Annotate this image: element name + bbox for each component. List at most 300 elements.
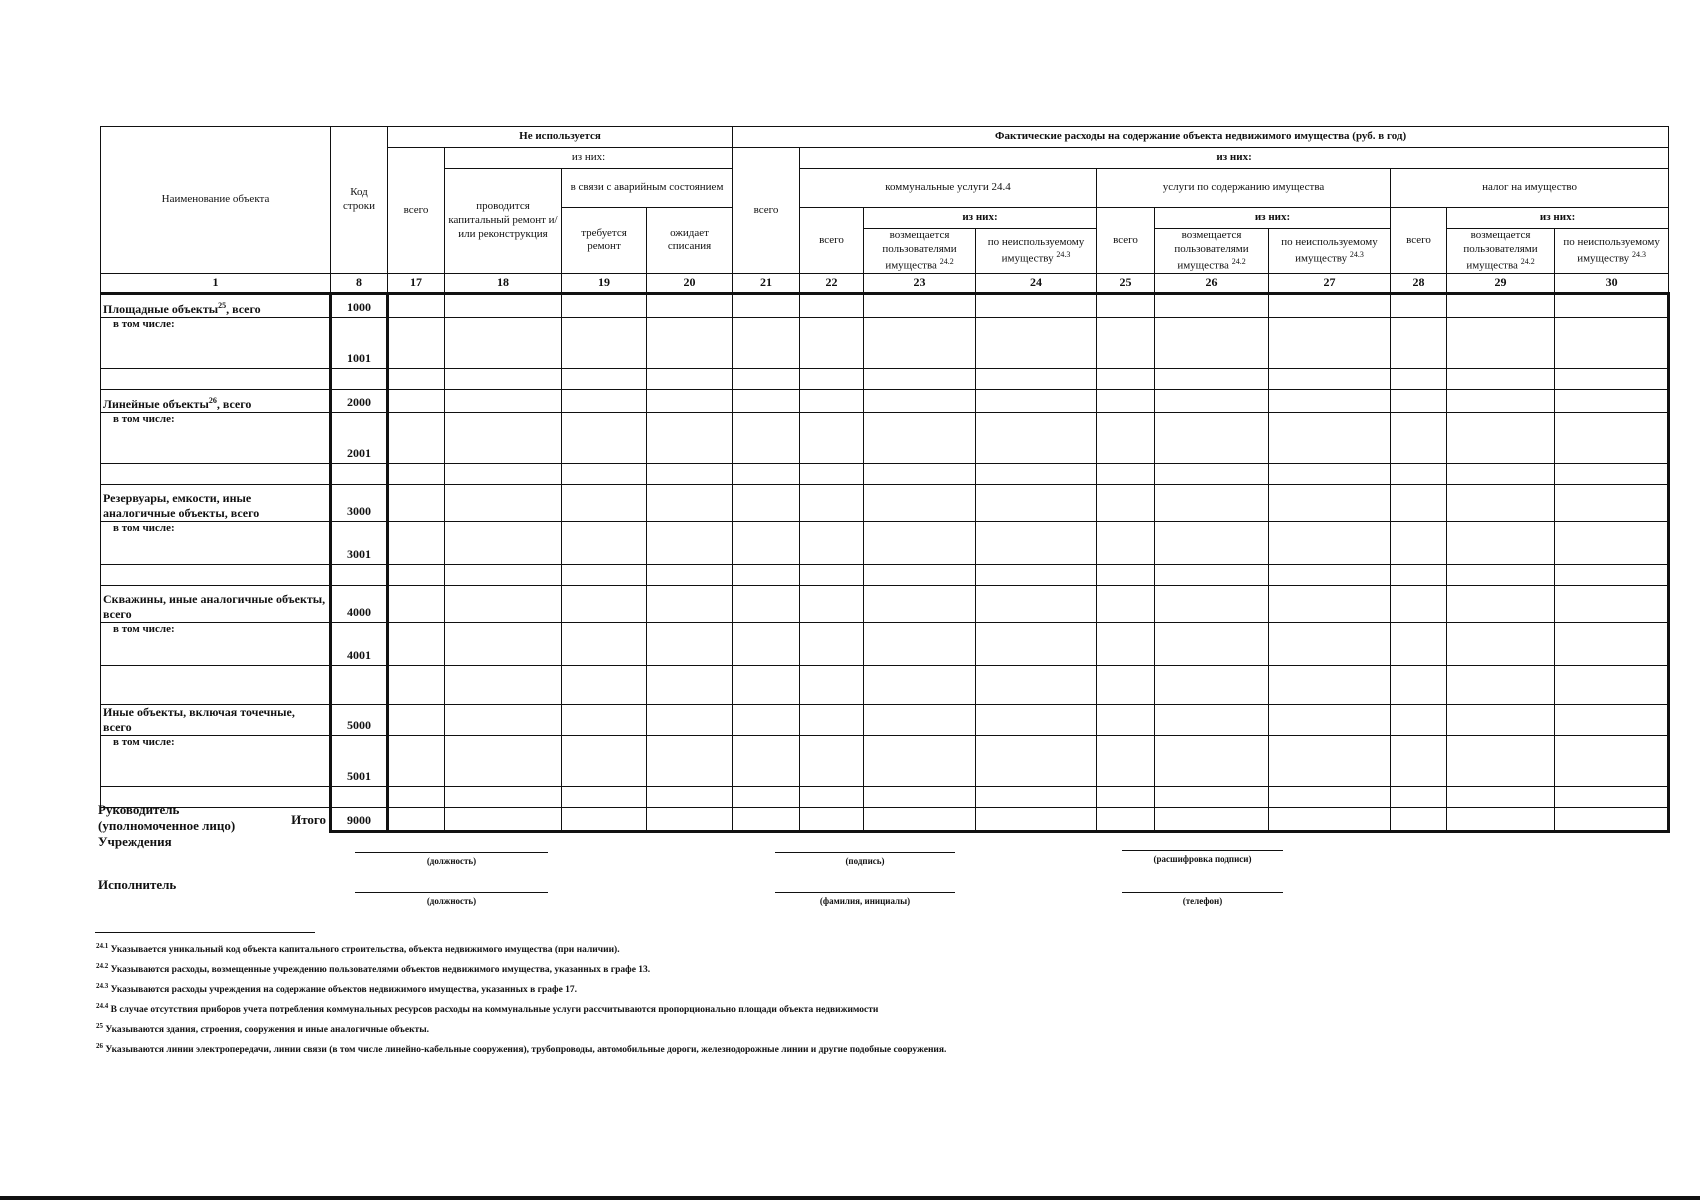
row-blank-1-cell-4[interactable] [733, 463, 800, 484]
row-2000-cell-9[interactable] [1155, 389, 1269, 412]
row-1000-cell-3[interactable] [647, 293, 733, 317]
row-1000-cell-1[interactable] [445, 293, 562, 317]
total-code: 9000 [331, 807, 388, 831]
total-cell-9[interactable] [1155, 807, 1269, 831]
head-line3: Учреждения [98, 834, 172, 849]
row-2001-cell-10[interactable] [1269, 412, 1391, 463]
blank-code-cell[interactable] [331, 564, 388, 585]
table-row [101, 622, 1669, 665]
row-2001-cell-2[interactable] [562, 412, 647, 463]
total-cell-4[interactable] [733, 807, 800, 831]
row-name: Площадные объекты$^{25}$, всего [101, 293, 331, 317]
row-1000-cell-11[interactable] [1391, 293, 1447, 317]
row-3000-cell-2[interactable] [562, 484, 647, 521]
row-code: 1000 [331, 293, 388, 317]
row-blank-0-cell-0[interactable] [388, 368, 445, 389]
row-blank-3-cell-5[interactable] [800, 665, 864, 704]
row-2000-cell-4[interactable] [733, 389, 800, 412]
footnote-text: Указываются здания, строения, сооружения и иные аналогичные объекты. [105, 1025, 429, 1036]
row-2000-cell-12[interactable] [1447, 389, 1555, 412]
total-cell-13[interactable] [1555, 807, 1669, 831]
total-cell-1[interactable] [445, 807, 562, 831]
row-1001-cell-9[interactable] [1155, 317, 1269, 368]
row-3001-cell-11[interactable] [1391, 521, 1447, 564]
row-blank-1-cell-5[interactable] [800, 463, 864, 484]
row-1000-cell-8[interactable] [1097, 293, 1155, 317]
row-blank-3-cell-11[interactable] [1391, 665, 1447, 704]
header-utilities-of-them: из них: [864, 208, 1097, 229]
row-4001-cell-3[interactable] [647, 622, 733, 665]
row-3001-cell-0[interactable] [388, 521, 445, 564]
header-tax-total: всего [1391, 208, 1447, 274]
table-row-blank [101, 368, 1669, 389]
row-5001-cell-7[interactable] [976, 735, 1097, 786]
row-1000-cell-4[interactable] [733, 293, 800, 317]
total-cell-10[interactable] [1269, 807, 1391, 831]
header-expenses-total: всего [733, 148, 800, 274]
row-2000-cell-2[interactable] [562, 389, 647, 412]
row-subcode: 1001 [331, 317, 388, 368]
row-1001-cell-11[interactable] [1391, 317, 1447, 368]
row-blank-2-cell-9[interactable] [1155, 564, 1269, 585]
row-1001-cell-13[interactable] [1555, 317, 1669, 368]
row-4000-cell-7[interactable] [976, 585, 1097, 622]
row-blank-1-cell-11[interactable] [1391, 463, 1447, 484]
row-1001-cell-7[interactable] [976, 317, 1097, 368]
row-4001-cell-8[interactable] [1097, 622, 1155, 665]
row-blank-4-cell-2[interactable] [562, 786, 647, 807]
row-1000-cell-6[interactable] [864, 293, 976, 317]
row-3001-cell-13[interactable] [1555, 521, 1669, 564]
row-4000-cell-10[interactable] [1269, 585, 1391, 622]
row-blank-3-cell-12[interactable] [1447, 665, 1555, 704]
row-5000-cell-5[interactable] [800, 704, 864, 735]
row-4000-cell-12[interactable] [1447, 585, 1555, 622]
table-row [101, 704, 1669, 735]
row-blank-2-cell-5[interactable] [800, 564, 864, 585]
row-5000-cell-12[interactable] [1447, 704, 1555, 735]
row-2000-cell-0[interactable] [388, 389, 445, 412]
row-2001-cell-3[interactable] [647, 412, 733, 463]
row-3001-cell-5[interactable] [800, 521, 864, 564]
executor-label: Исполнитель [98, 877, 177, 892]
header-awaiting-writeoff: ожидает списания [647, 208, 733, 274]
table-body [101, 293, 1669, 831]
column-number-5: 20 [647, 273, 733, 293]
blank-name-cell[interactable] [101, 368, 331, 389]
row-1000-cell-7[interactable] [976, 293, 1097, 317]
header-maintenance-unused: по неиспользуемому имуществу $^{24.3}$ [1269, 229, 1391, 274]
blank-name-cell[interactable] [101, 463, 331, 484]
row-1000-cell-2[interactable] [562, 293, 647, 317]
row-blank-2-cell-10[interactable] [1269, 564, 1391, 585]
row-blank-2-cell-1[interactable] [445, 564, 562, 585]
row-2000-cell-7[interactable] [976, 389, 1097, 412]
row-5001-cell-4[interactable] [733, 735, 800, 786]
row-5000-cell-3[interactable] [647, 704, 733, 735]
row-4000-cell-4[interactable] [733, 585, 800, 622]
row-blank-3-cell-3[interactable] [647, 665, 733, 704]
fio-line[interactable] [775, 892, 955, 893]
scan-bottom-edge [0, 1196, 1700, 1200]
header-tax-reimbursed: возмещается пользователями имущества $^{24.2}$ [1447, 229, 1555, 274]
row-3000-cell-7[interactable] [976, 484, 1097, 521]
row-3000-cell-3[interactable] [647, 484, 733, 521]
executor-position-caption: (должность) [426, 896, 477, 906]
row-3000-cell-1[interactable] [445, 484, 562, 521]
row-3001-cell-4[interactable] [733, 521, 800, 564]
row-5001-cell-13[interactable] [1555, 735, 1669, 786]
total-cell-11[interactable] [1391, 807, 1447, 831]
column-number-11: 26 [1155, 273, 1269, 293]
row-2001-cell-8[interactable] [1097, 412, 1155, 463]
row-3000-cell-6[interactable] [864, 484, 976, 521]
header-tax-unused: по неиспользуемому имуществу $^{24.3}$ [1555, 229, 1669, 274]
row-2000-cell-13[interactable] [1555, 389, 1669, 412]
row-blank-2-cell-3[interactable] [647, 564, 733, 585]
row-5000-cell-2[interactable] [562, 704, 647, 735]
row-2000-cell-1[interactable] [445, 389, 562, 412]
table-row [101, 521, 1669, 564]
header-not-used-of-them: из них: [445, 148, 733, 169]
row-4000-cell-11[interactable] [1391, 585, 1447, 622]
position-line[interactable] [355, 852, 548, 853]
row-4001-cell-12[interactable] [1447, 622, 1555, 665]
row-blank-2-cell-8[interactable] [1097, 564, 1155, 585]
footnote-3 [96, 1002, 878, 1015]
row-5000-cell-11[interactable] [1391, 704, 1447, 735]
row-5000-cell-1[interactable] [445, 704, 562, 735]
header-maintenance-of-them: из них: [1155, 208, 1391, 229]
total-cell-5[interactable] [800, 807, 864, 831]
row-blank-2-cell-7[interactable] [976, 564, 1097, 585]
row-4000-cell-6[interactable] [864, 585, 976, 622]
row-2001-cell-9[interactable] [1155, 412, 1269, 463]
row-blank-1-cell-6[interactable] [864, 463, 976, 484]
row-blank-4-cell-10[interactable] [1269, 786, 1391, 807]
row-blank-1-cell-3[interactable] [647, 463, 733, 484]
row-4000-cell-1[interactable] [445, 585, 562, 622]
row-4001-cell-6[interactable] [864, 622, 976, 665]
column-number-1: 8 [331, 273, 388, 293]
phone-line[interactable] [1122, 892, 1283, 893]
row-blank-3-cell-10[interactable] [1269, 665, 1391, 704]
row-2000-cell-3[interactable] [647, 389, 733, 412]
row-4000-cell-8[interactable] [1097, 585, 1155, 622]
row-blank-2-cell-0[interactable] [388, 564, 445, 585]
executor-position-line[interactable] [355, 892, 548, 893]
row-5000-cell-0[interactable] [388, 704, 445, 735]
row-blank-0-cell-12[interactable] [1447, 368, 1555, 389]
row-2001-cell-4[interactable] [733, 412, 800, 463]
header-emergency: в связи с аварийным состоянием [562, 169, 733, 208]
row-5000-cell-4[interactable] [733, 704, 800, 735]
row-blank-1-cell-12[interactable] [1447, 463, 1555, 484]
row-4001-cell-1[interactable] [445, 622, 562, 665]
row-5001-cell-3[interactable] [647, 735, 733, 786]
row-blank-1-cell-1[interactable] [445, 463, 562, 484]
row-blank-4-cell-13[interactable] [1555, 786, 1669, 807]
row-4001-cell-13[interactable] [1555, 622, 1669, 665]
row-blank-4-cell-11[interactable] [1391, 786, 1447, 807]
blank-code-cell[interactable] [331, 463, 388, 484]
row-blank-1-cell-13[interactable] [1555, 463, 1669, 484]
row-1001-cell-6[interactable] [864, 317, 976, 368]
header-repair-needed: требуется ремонт [562, 208, 647, 274]
row-4001-cell-2[interactable] [562, 622, 647, 665]
row-blank-0-cell-5[interactable] [800, 368, 864, 389]
row-blank-0-cell-9[interactable] [1155, 368, 1269, 389]
row-3000-cell-0[interactable] [388, 484, 445, 521]
row-blank-2-cell-13[interactable] [1555, 564, 1669, 585]
row-4001-cell-9[interactable] [1155, 622, 1269, 665]
row-5000-cell-10[interactable] [1269, 704, 1391, 735]
row-1001-cell-12[interactable] [1447, 317, 1555, 368]
head-line1: Руководитель [98, 802, 180, 817]
column-number-4: 19 [562, 273, 647, 293]
row-3001-cell-9[interactable] [1155, 521, 1269, 564]
row-blank-4-cell-8[interactable] [1097, 786, 1155, 807]
row-blank-4-cell-4[interactable] [733, 786, 800, 807]
position-caption: (должность) [426, 856, 477, 866]
row-blank-4-cell-0[interactable] [388, 786, 445, 807]
row-5001-cell-0[interactable] [388, 735, 445, 786]
row-blank-3-cell-0[interactable] [388, 665, 445, 704]
row-code: 3000 [331, 484, 388, 521]
row-1000-cell-12[interactable] [1447, 293, 1555, 317]
header-maintenance-total: всего [1097, 208, 1155, 274]
total-cell-7[interactable] [976, 807, 1097, 831]
row-1000-cell-10[interactable] [1269, 293, 1391, 317]
row-name: Линейные объекты$^{26}$, всего [101, 389, 331, 412]
row-2000-cell-6[interactable] [864, 389, 976, 412]
row-4000-cell-5[interactable] [800, 585, 864, 622]
row-blank-1-cell-0[interactable] [388, 463, 445, 484]
header-tax-of-them: из них: [1447, 208, 1669, 229]
row-4001-cell-11[interactable] [1391, 622, 1447, 665]
row-4001-cell-5[interactable] [800, 622, 864, 665]
row-4000-cell-13[interactable] [1555, 585, 1669, 622]
decoding-line[interactable] [1122, 850, 1283, 851]
row-blank-0-cell-8[interactable] [1097, 368, 1155, 389]
row-2001-cell-6[interactable] [864, 412, 976, 463]
row-2001-cell-1[interactable] [445, 412, 562, 463]
blank-name-cell[interactable] [101, 564, 331, 585]
column-number-14: 29 [1447, 273, 1555, 293]
row-1000-cell-13[interactable] [1555, 293, 1669, 317]
row-5001-cell-1[interactable] [445, 735, 562, 786]
row-4001-cell-10[interactable] [1269, 622, 1391, 665]
row-5001-cell-6[interactable] [864, 735, 976, 786]
row-4000-cell-0[interactable] [388, 585, 445, 622]
footnote-4 [96, 1022, 429, 1035]
row-1001-cell-5[interactable] [800, 317, 864, 368]
row-blank-0-cell-3[interactable] [647, 368, 733, 389]
row-3000-cell-11[interactable] [1391, 484, 1447, 521]
row-blank-2-cell-11[interactable] [1391, 564, 1447, 585]
row-3000-cell-12[interactable] [1447, 484, 1555, 521]
footnote-text: Указываются расходы учреждения на содержание объектов недвижимого имущества, указанных в графе 17. [110, 985, 578, 996]
row-2001-cell-5[interactable] [800, 412, 864, 463]
row-3001-cell-1[interactable] [445, 521, 562, 564]
row-3000-cell-9[interactable] [1155, 484, 1269, 521]
row-3000-cell-5[interactable] [800, 484, 864, 521]
row-4001-cell-7[interactable] [976, 622, 1097, 665]
row-5001-cell-2[interactable] [562, 735, 647, 786]
row-5001-cell-8[interactable] [1097, 735, 1155, 786]
row-5001-cell-9[interactable] [1155, 735, 1269, 786]
row-blank-2-cell-2[interactable] [562, 564, 647, 585]
total-cell-8[interactable] [1097, 807, 1155, 831]
total-cell-3[interactable] [647, 807, 733, 831]
row-3001-cell-8[interactable] [1097, 521, 1155, 564]
row-1000-cell-5[interactable] [800, 293, 864, 317]
column-number-6: 21 [733, 273, 800, 293]
row-1001-cell-3[interactable] [647, 317, 733, 368]
row-blank-3-cell-13[interactable] [1555, 665, 1669, 704]
row-3001-cell-3[interactable] [647, 521, 733, 564]
blank-code-cell[interactable] [331, 665, 388, 704]
row-blank-4-cell-3[interactable] [647, 786, 733, 807]
row-5000-cell-6[interactable] [864, 704, 976, 735]
footnote-text: Указывается уникальный код объекта капитального строительства, объекта недвижимого имущества (при наличии). [110, 945, 620, 956]
row-blank-0-cell-10[interactable] [1269, 368, 1391, 389]
total-label: Итого [101, 807, 331, 831]
total-cell-12[interactable] [1447, 807, 1555, 831]
row-name: Резервуары, емкости, иные аналогичные объекты, всего [101, 484, 331, 521]
row-3000-cell-8[interactable] [1097, 484, 1155, 521]
row-blank-0-cell-11[interactable] [1391, 368, 1447, 389]
blank-name-cell[interactable] [101, 665, 331, 704]
property-expenses-table [100, 126, 1670, 833]
row-5000-cell-8[interactable] [1097, 704, 1155, 735]
row-3000-cell-13[interactable] [1555, 484, 1669, 521]
row-2000-cell-5[interactable] [800, 389, 864, 412]
row-blank-4-cell-12[interactable] [1447, 786, 1555, 807]
row-blank-2-cell-12[interactable] [1447, 564, 1555, 585]
signature-line[interactable] [775, 852, 955, 853]
row-blank-0-cell-7[interactable] [976, 368, 1097, 389]
column-number-3: 18 [445, 273, 562, 293]
row-3001-cell-7[interactable] [976, 521, 1097, 564]
row-5001-cell-11[interactable] [1391, 735, 1447, 786]
column-number-8: 23 [864, 273, 976, 293]
row-3001-cell-2[interactable] [562, 521, 647, 564]
row-blank-0-cell-6[interactable] [864, 368, 976, 389]
row-blank-4-cell-1[interactable] [445, 786, 562, 807]
row-blank-3-cell-4[interactable] [733, 665, 800, 704]
row-2001-cell-13[interactable] [1555, 412, 1669, 463]
row-blank-3-cell-9[interactable] [1155, 665, 1269, 704]
row-blank-1-cell-2[interactable] [562, 463, 647, 484]
row-2001-cell-0[interactable] [388, 412, 445, 463]
table-row-blank [101, 463, 1669, 484]
row-blank-4-cell-7[interactable] [976, 786, 1097, 807]
row-blank-3-cell-7[interactable] [976, 665, 1097, 704]
row-1001-cell-4[interactable] [733, 317, 800, 368]
table-row [101, 412, 1669, 463]
header-object-name: Наименование объекта [101, 127, 331, 274]
row-blank-1-cell-9[interactable] [1155, 463, 1269, 484]
row-3001-cell-6[interactable] [864, 521, 976, 564]
row-4000-cell-3[interactable] [647, 585, 733, 622]
total-cell-0[interactable] [388, 807, 445, 831]
header-utilities-total: всего [800, 208, 864, 274]
row-blank-3-cell-2[interactable] [562, 665, 647, 704]
row-2000-cell-10[interactable] [1269, 389, 1391, 412]
row-1000-cell-9[interactable] [1155, 293, 1269, 317]
row-blank-3-cell-1[interactable] [445, 665, 562, 704]
row-4001-cell-4[interactable] [733, 622, 800, 665]
row-3000-cell-10[interactable] [1269, 484, 1391, 521]
row-blank-0-cell-4[interactable] [733, 368, 800, 389]
row-2001-cell-7[interactable] [976, 412, 1097, 463]
row-1001-cell-0[interactable] [388, 317, 445, 368]
row-blank-3-cell-8[interactable] [1097, 665, 1155, 704]
row-3001-cell-10[interactable] [1269, 521, 1391, 564]
row-5000-cell-9[interactable] [1155, 704, 1269, 735]
row-blank-4-cell-5[interactable] [800, 786, 864, 807]
row-blank-0-cell-13[interactable] [1555, 368, 1669, 389]
total-cell-2[interactable] [562, 807, 647, 831]
row-blank-0-cell-2[interactable] [562, 368, 647, 389]
row-4000-cell-2[interactable] [562, 585, 647, 622]
row-1001-cell-8[interactable] [1097, 317, 1155, 368]
row-blank-1-cell-7[interactable] [976, 463, 1097, 484]
header-maintenance: услуги по содержанию имущества [1097, 169, 1391, 208]
row-subcode: 5001 [331, 735, 388, 786]
row-2000-cell-11[interactable] [1391, 389, 1447, 412]
row-blank-4-cell-6[interactable] [864, 786, 976, 807]
row-5001-cell-5[interactable] [800, 735, 864, 786]
row-1001-cell-10[interactable] [1269, 317, 1391, 368]
row-name: Иные объекты, включая точечные, всего [101, 704, 331, 735]
column-number-15: 30 [1555, 273, 1669, 293]
header-row-code: Код строки [331, 127, 388, 274]
row-blank-2-cell-4[interactable] [733, 564, 800, 585]
row-2000-cell-8[interactable] [1097, 389, 1155, 412]
blank-code-cell[interactable] [331, 786, 388, 807]
row-blank-1-cell-10[interactable] [1269, 463, 1391, 484]
blank-code-cell[interactable] [331, 368, 388, 389]
row-blank-0-cell-1[interactable] [445, 368, 562, 389]
row-blank-3-cell-6[interactable] [864, 665, 976, 704]
row-3000-cell-4[interactable] [733, 484, 800, 521]
row-1001-cell-2[interactable] [562, 317, 647, 368]
row-3001-cell-12[interactable] [1447, 521, 1555, 564]
row-5001-cell-12[interactable] [1447, 735, 1555, 786]
row-2001-cell-12[interactable] [1447, 412, 1555, 463]
row-4001-cell-0[interactable] [388, 622, 445, 665]
table-row [101, 293, 1669, 317]
column-number-2: 17 [388, 273, 445, 293]
header-actual-expenses: Фактические расходы на содержание объекта недвижимого имущества (руб. в год) [733, 127, 1669, 148]
row-blank-4-cell-9[interactable] [1155, 786, 1269, 807]
row-1000-cell-0[interactable] [388, 293, 445, 317]
row-1001-cell-1[interactable] [445, 317, 562, 368]
row-blank-1-cell-8[interactable] [1097, 463, 1155, 484]
row-2001-cell-11[interactable] [1391, 412, 1447, 463]
row-5001-cell-10[interactable] [1269, 735, 1391, 786]
row-5000-cell-7[interactable] [976, 704, 1097, 735]
row-4000-cell-9[interactable] [1155, 585, 1269, 622]
phone-caption: (телефон) [1182, 896, 1223, 906]
header-not-used-total: всего [388, 148, 445, 274]
row-blank-2-cell-6[interactable] [864, 564, 976, 585]
row-5000-cell-13[interactable] [1555, 704, 1669, 735]
total-cell-6[interactable] [864, 807, 976, 831]
table-row [101, 735, 1669, 786]
